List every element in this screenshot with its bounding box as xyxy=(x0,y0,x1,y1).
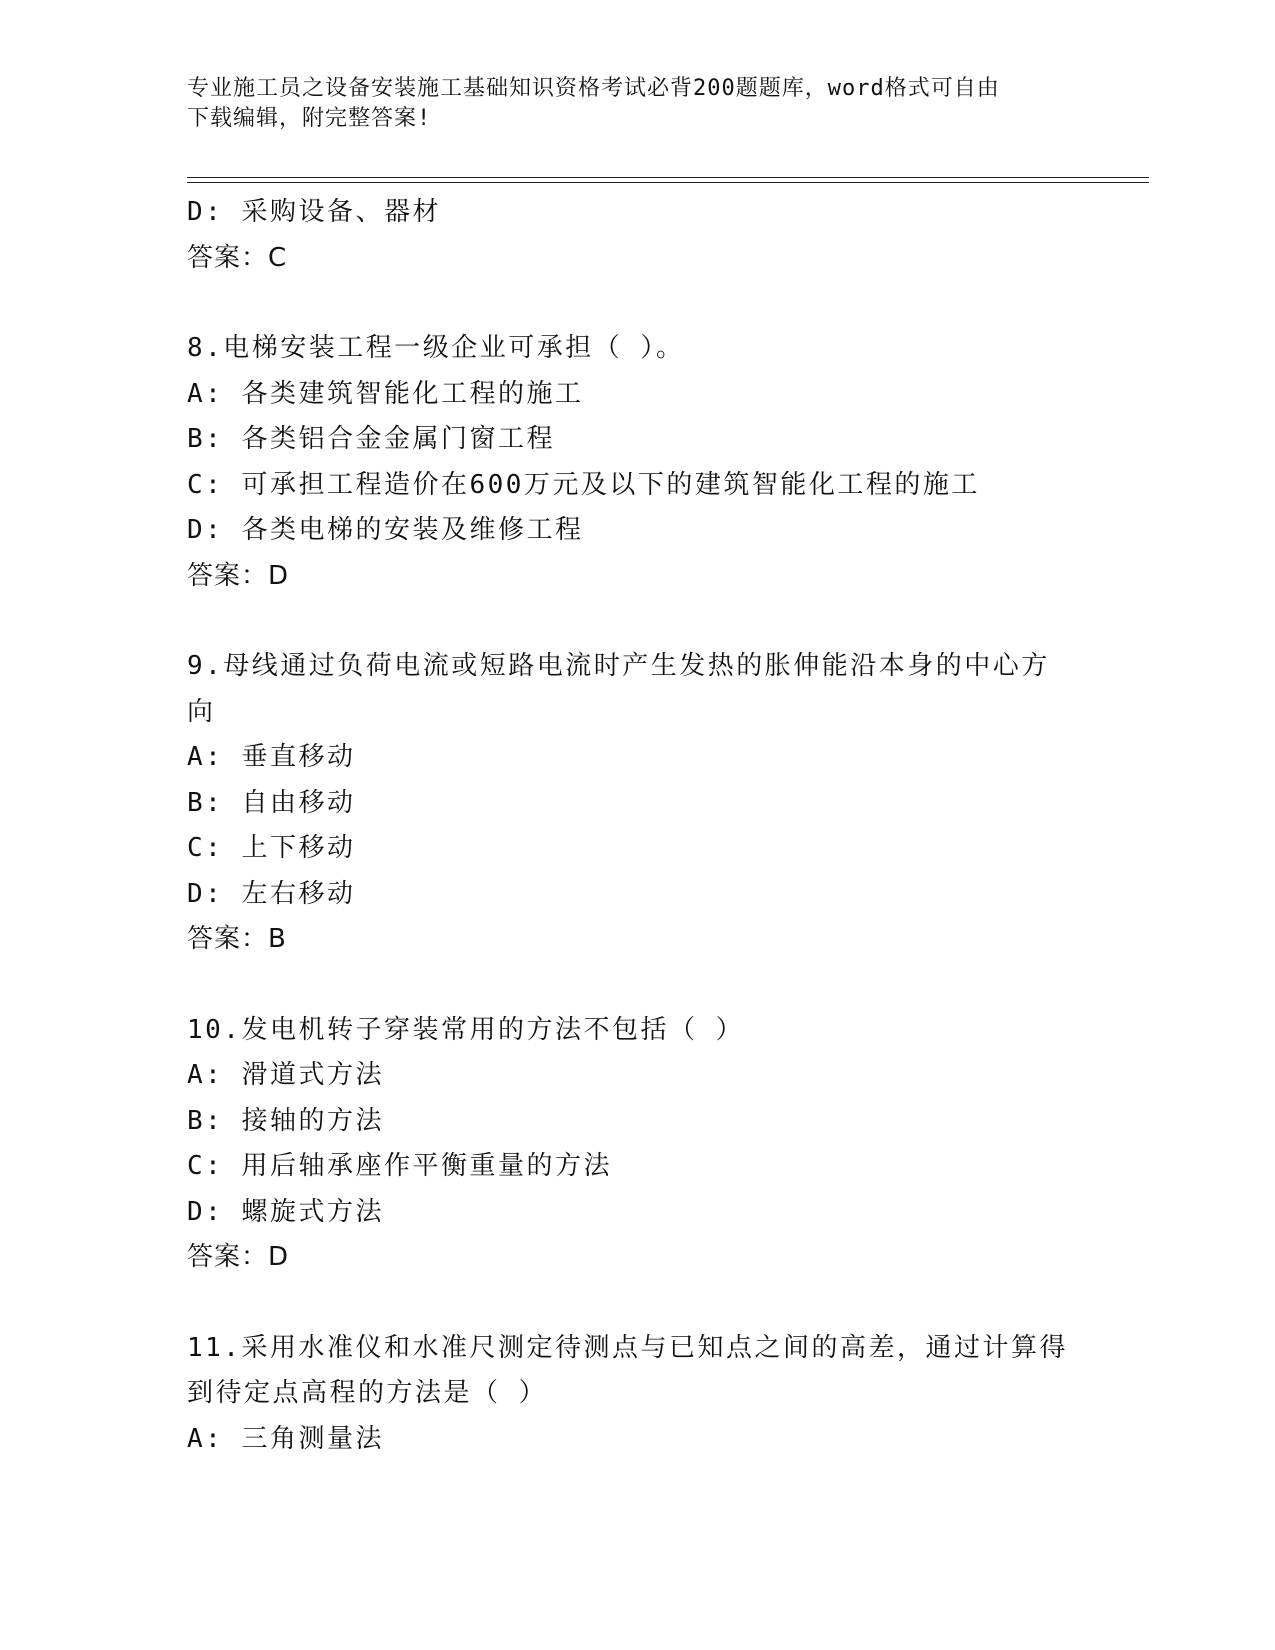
q8-answer: 答案：D xyxy=(187,560,290,591)
q10-option-b: B: 接轴的方法 xyxy=(187,1105,384,1136)
q10-option-a: A: 滑道式方法 xyxy=(187,1060,384,1090)
q8-option-c: C: 可承担工程造价在600万元及以下的建筑智能化工程的施工 xyxy=(187,469,980,500)
q10-option-c: C: 用后轴承座作平衡重量的方法 xyxy=(187,1151,612,1181)
spacer xyxy=(187,599,1087,644)
header-line-1: 专业施工员之设备安装施工基础知识资格考试必背200题题库，word格式可自由 xyxy=(187,76,1000,101)
spacer xyxy=(187,1281,1087,1326)
header-divider xyxy=(187,177,1149,183)
q7-option-d: D: 采购设备、器材 xyxy=(187,197,441,227)
q8-option-d: D: 各类电梯的安装及维修工程 xyxy=(187,515,584,545)
q9-option-c: C: 上下移动 xyxy=(187,833,356,863)
page-header xyxy=(187,74,1087,134)
q10-option-d: D: 螺旋式方法 xyxy=(187,1196,384,1227)
q9-text-line-2: 向 xyxy=(187,696,216,727)
q8-option-b: B: 各类铝合金金属门窗工程 xyxy=(187,424,555,454)
q11-text-line-2: 到待定点高程的方法是（ ） xyxy=(187,1378,548,1408)
q8-option-a: A: 各类建筑智能化工程的施工 xyxy=(187,378,584,409)
q11-text-line-1: 11.采用水准仪和水准尺测定待测点与已知点之间的高差，通过计算得 xyxy=(187,1332,1068,1363)
spacer xyxy=(187,963,1087,1008)
q10-answer: 答案：D xyxy=(187,1242,290,1272)
q9-option-d: D: 左右移动 xyxy=(187,878,356,909)
q7-answer: 答案：C xyxy=(187,242,288,273)
spacer xyxy=(187,281,1087,326)
q8-text: 8.电梯安装工程一级企业可承担（ ）。 xyxy=(187,333,685,363)
header-line-2: 下载编辑，附完整答案! xyxy=(187,106,432,131)
q9-option-a: A: 垂直移动 xyxy=(187,742,356,772)
q11-option-a: A: 三角测量法 xyxy=(187,1423,384,1454)
q9-answer: 答案：B xyxy=(187,924,287,954)
q10-text: 10.发电机转子穿装常用的方法不包括（ ） xyxy=(187,1014,745,1045)
q9-option-b: B: 自由移动 xyxy=(187,787,356,818)
q9-text-line-1: 9.母线通过负荷电流或短路电流时产生发热的胀伸能沿本身的中心方 xyxy=(187,651,1050,681)
question-content xyxy=(187,190,1087,1462)
